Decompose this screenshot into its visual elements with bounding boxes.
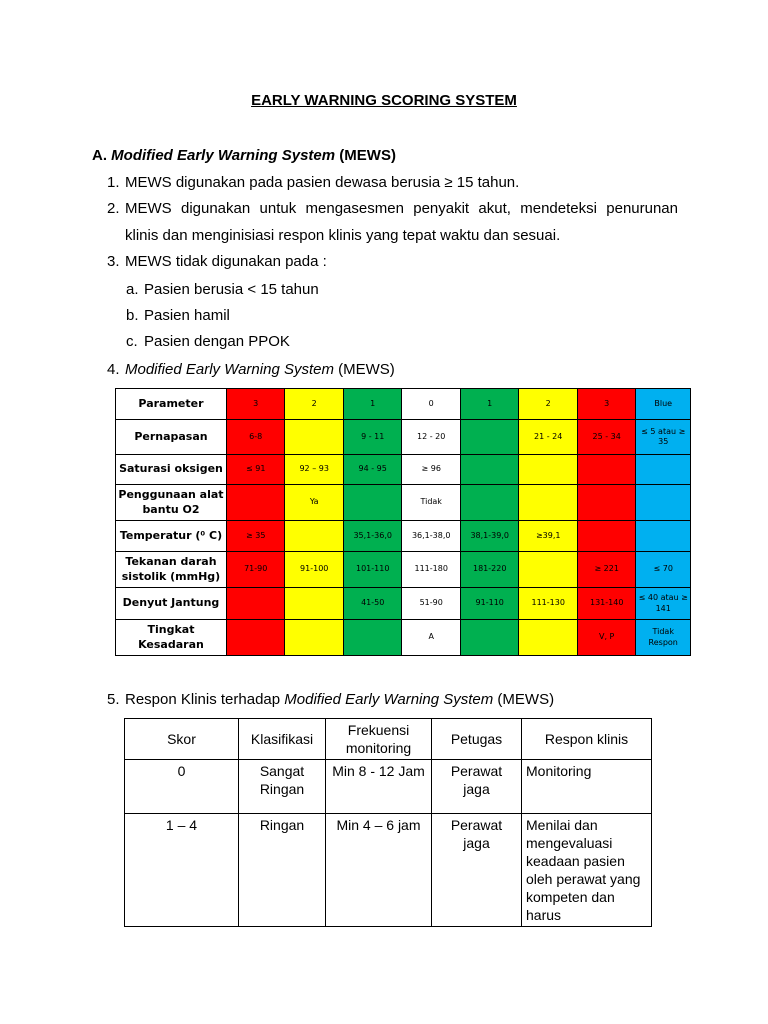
mews-cell: 9 - 11 [343,420,402,455]
mews-param-cell: Temperatur (⁰ C) [116,521,227,552]
response-cell: 1 – 4 [125,814,239,927]
mews-cell: Ya [285,485,344,521]
list-text-prefix: Respon Klinis terhadap [125,691,281,708]
mews-cell: ≤ 5 atau ≥ 35 [636,420,691,455]
list-text: MEWS tidak digunakan pada : [125,253,327,270]
mews-cell: 111-180 [402,552,461,588]
response-cell: 0 [125,760,239,814]
mews-header-cell: 0 [402,389,461,420]
mews-row [116,455,691,485]
list-text-line1: MEWS digunakan untuk mengasesmen penyakit akut, mendeteksi penurunan [125,200,678,217]
list-text [125,360,678,380]
mews-cell: 94 - 95 [343,455,402,485]
mews-header-row [116,389,691,420]
mews-cell: 38,1-39,0 [460,521,519,552]
sub-list-item [126,281,319,298]
mews-cell: 51-90 [402,588,461,620]
mews-cell [636,485,691,521]
mews-header-cell: 3 [577,389,636,420]
section-title-suffix: (MEWS) [339,147,396,164]
mews-cell [285,420,344,455]
list-text-suffix: (MEWS) [497,691,555,708]
mews-cell [226,620,285,656]
mews-header-cell: 1 [460,389,519,420]
list-number: 1. [107,174,120,191]
mews-param-cell: Tekanan darah sistolik (mmHg) [116,552,227,588]
mews-cell [285,521,344,552]
mews-cell [577,521,636,552]
mews-header-cell: 1 [343,389,402,420]
response-cell: Min 4 – 6 jam [326,814,432,927]
list-text [125,690,707,710]
response-header-cell: Klasifikasi [239,719,326,760]
response-cell: Sangat Ringan [239,760,326,814]
mews-cell: 101-110 [343,552,402,588]
mews-cell [226,588,285,620]
mews-cell: 181-220 [460,552,519,588]
list-text-suffix: (MEWS) [338,361,395,378]
mews-cell [636,521,691,552]
mews-cell: ≥39,1 [519,521,578,552]
mews-cell [519,552,578,588]
mews-row [116,485,691,521]
sub-list-item [126,307,230,324]
sub-list-letter: a. [126,281,139,298]
response-header-cell: Frekuensi monitoring [326,719,432,760]
mews-param-cell: Pernapasan [116,420,227,455]
mews-cell: Tidak [402,485,461,521]
response-table [124,718,652,927]
mews-cell [519,455,578,485]
mews-cell [577,455,636,485]
list-text-italic: Modified Early Warning System [284,691,494,708]
mews-cell: 91-110 [460,588,519,620]
mews-cell [460,420,519,455]
mews-cell [460,455,519,485]
mews-row [116,521,691,552]
list-item [107,199,678,247]
mews-cell: 6-8 [226,420,285,455]
section-a-heading [92,147,396,164]
mews-cell: 36,1-38,0 [402,521,461,552]
mews-cell [343,620,402,656]
list-number: 2. [107,200,120,217]
mews-header-cell: 2 [519,389,578,420]
response-cell: Perawat jaga [432,814,522,927]
list-text-line2: klinis dan menginisiasi respon klinis yang tepat waktu dan sesuai. [125,227,561,244]
mews-header-cell: 2 [285,389,344,420]
sub-list-text: Pasien dengan PPOK [144,333,290,350]
mews-header-cell: 3 [226,389,285,420]
mews-cell [343,485,402,521]
mews-row [116,620,691,656]
mews-cell: 21 - 24 [519,420,578,455]
mews-cell: A [402,620,461,656]
mews-cell: 25 - 34 [577,420,636,455]
mews-cell [460,620,519,656]
mews-cell: ≤ 91 [226,455,285,485]
page-title: EARLY WARNING SCORING SYSTEM [251,92,517,109]
response-cell: Menilai dan mengevaluasi keadaan pasien oleh perawat yang kompeten dan harus [522,814,652,927]
response-header-row [125,719,652,760]
list-text: MEWS digunakan pada pasien dewasa berusia ≥ 15 tahun. [125,174,520,191]
section-title-italic: Modified Early Warning System [111,147,336,164]
mews-cell [460,485,519,521]
mews-cell: Tidak Respon [636,620,691,656]
response-header-cell: Petugas [432,719,522,760]
mews-cell: V, P [577,620,636,656]
mews-cell: 12 - 20 [402,420,461,455]
mews-cell [519,485,578,521]
mews-cell: ≥ 35 [226,521,285,552]
mews-row [116,552,691,588]
mews-cell [636,455,691,485]
response-row [125,814,652,927]
mews-cell: ≥ 96 [402,455,461,485]
response-cell: Perawat jaga [432,760,522,814]
mews-cell: 71-90 [226,552,285,588]
list-number: 5. [107,691,120,708]
response-cell: Min 8 - 12 Jam [326,760,432,814]
mews-cell: 91-100 [285,552,344,588]
mews-cell [285,620,344,656]
response-header-cell: Skor [125,719,239,760]
section-prefix: A. [92,147,107,164]
list-number: 4. [107,361,120,378]
mews-cell [226,485,285,521]
mews-cell: ≤ 70 [636,552,691,588]
mews-row [116,588,691,620]
sub-list-letter: c. [126,333,138,350]
mews-param-cell: Tingkat Kesadaran [116,620,227,656]
mews-cell: ≤ 40 atau ≥ 141 [636,588,691,620]
mews-cell: 92 – 93 [285,455,344,485]
list-number: 3. [107,253,120,270]
mews-cell [577,485,636,521]
response-cell: Ringan [239,814,326,927]
mews-cell: 41-50 [343,588,402,620]
mews-param-cell: Penggunaan alat bantu O2 [116,485,227,521]
response-row [125,760,652,814]
mews-cell: ≥ 221 [577,552,636,588]
mews-row [116,420,691,455]
mews-header-cell: Blue [636,389,691,420]
mews-table [115,388,691,656]
mews-cell: 35,1-36,0 [343,521,402,552]
mews-header-cell: Parameter [116,389,227,420]
mews-param-cell: Denyut Jantung [116,588,227,620]
sub-list-text: Pasien hamil [144,307,230,324]
mews-cell [519,620,578,656]
mews-param-cell: Saturasi oksigen [116,455,227,485]
response-header-cell: Respon klinis [522,719,652,760]
mews-cell: 131-140 [577,588,636,620]
response-cell: Monitoring [522,760,652,814]
sub-list-text: Pasien berusia < 15 tahun [144,281,319,298]
list-text-italic: Modified Early Warning System [125,361,334,378]
sub-list-letter: b. [126,307,139,324]
sub-list-item [126,333,290,350]
mews-cell: 111-130 [519,588,578,620]
mews-cell [285,588,344,620]
